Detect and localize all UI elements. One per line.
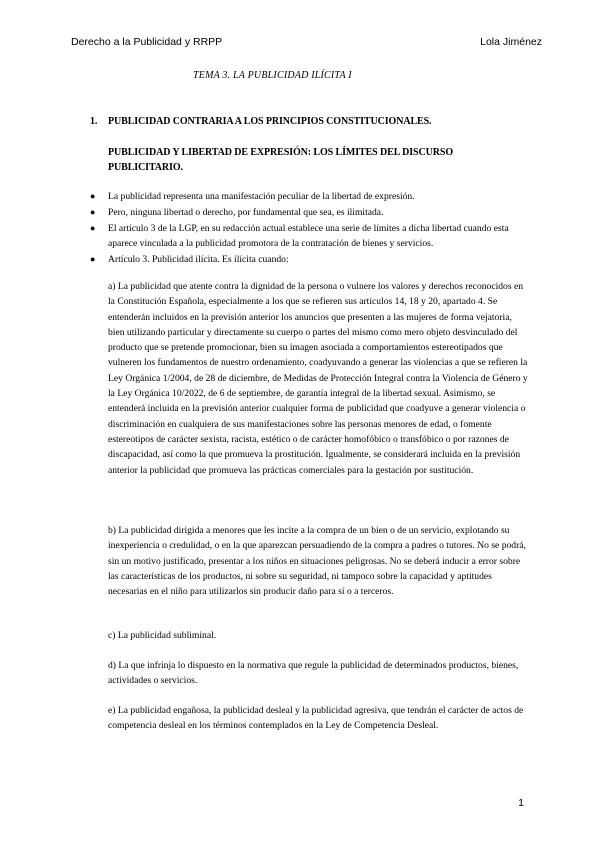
section-heading-text: PUBLICIDAD CONTRARIA A LOS PRINCIPIOS CONSTITUCIONALES. <box>108 116 432 127</box>
bullet-item <box>90 252 522 267</box>
article-paragraph-c-text: c) La publicidad subliminal. <box>108 630 217 641</box>
section-number: 1. <box>90 116 98 127</box>
bullet-item <box>90 205 522 220</box>
bullet-text: El artículo 3 de la LGP, en su redacción actual establece una serie de límites a dicha libertad cuando esta aparece vinculada a la publicidad promotora de la contratación de bienes y servicios. <box>108 223 509 249</box>
article-paragraph-d-text: d) La que infrinja lo dispuesto en la normativa que regule la publicidad de determinados productos, bienes, actividades o servicios. <box>108 660 519 687</box>
bullet-text: La publicidad representa una manifestación peculiar de la libertad de expresión. <box>108 191 415 202</box>
bullet-dot-icon: ● <box>90 223 96 233</box>
bullet-dot-icon: ● <box>90 254 96 264</box>
page-number: 1 <box>518 797 524 809</box>
header-author: Lola Jiménez <box>480 36 542 48</box>
article-paragraph-a <box>108 279 528 478</box>
section-heading <box>90 116 431 127</box>
bullet-text: Artículo 3. Publicidad ilícita. Es ilícita cuando: <box>108 254 289 265</box>
section-subheading: PUBLICIDAD Y LIBERTAD DE EXPRESIÓN: LOS LÍMITES DEL DISCURSO PUBLICITARIO. <box>108 147 454 173</box>
bullet-item <box>90 221 522 251</box>
article-paragraph-d <box>108 658 528 689</box>
bullet-item <box>90 189 522 204</box>
article-paragraph-e-text: e) La publicidad engañosa, la publicidad desleal y la publicidad agresiva, que tendrán el carácter de actos de competencia desleal en los términos contemplados en la Ley de Competencia Desleal. <box>108 705 524 732</box>
bullet-text: Pero, ninguna libertad o derecho, por fundamental que sea, es ilimitada. <box>108 207 384 218</box>
header-left-text: Derecho a la Publicidad y RRPP <box>71 36 223 48</box>
article-paragraph-b-text: b) La publicidad dirigida a menores que les incite a la compra de un bien o de un servicio, explotando su inexperiencia o credulidad, o en la que aparezcan persuadiendo de la compra a padres o tutores. No se podrá, sin un motivo justificado, presentar a los niños en situaciones peligrosas. No se deberá inducir a error sobre las características de los productos, ni sobre su seguridad, ni tampoco sobre la capacidad y aptitudes necesarias en el niño para utilizarlos sin producir daño para sí o a terceros. <box>108 525 526 598</box>
article-paragraph-b <box>108 523 528 599</box>
article-paragraph-c <box>108 628 528 643</box>
bullet-list <box>90 189 522 268</box>
article-paragraph-a-text: a) La publicidad que atente contra la dignidad de la persona o vulnere los valores y derechos reconocidos en la Constitución Española, especialmente a los que se refieren sus artículos 14, 18 y 20, apartado 4. Se entenderán incluidos en la previsión anterior los anuncios que presenten a las mujeres de forma vejatoria, bien utilizando particular y directamente su cuerpo o partes del mismo como mero objeto desvinculado del producto que se pretende promocionar, bien su imagen asociada a comportamientos estereotipados que vulneren los fundamentos de nuestro ordenamiento, coadyuvando a generar las violencias a que se refieren la Ley Orgánica 1/2004, de 28 de diciembre, de Medidas de Protección Integral contra la Violencia de Género y la Ley Orgánica 10/2022, de 6 de septiembre, de garantía integral de la libertad sexual. Asimismo, se entenderá incluida en la previsión anterior cualquier forma de publicidad que coadyuve a generar violencia o discriminación en cualquiera de sus manifestaciones sobre las personas menores de edad, o fomente estereotipos de carácter sexista, racista, estético o de carácter homofóbico o transfóbico o por razones de discapacidad, así como la que promueva la prostitución. Igualmente, se considerará incluida en la previsión anterior la publicidad que promueva las prácticas comerciales para la gestación por sustitución. <box>108 281 528 476</box>
article-paragraph-e <box>108 703 528 734</box>
bullet-dot-icon: ● <box>90 191 96 201</box>
document-title: TEMA 3. LA PUBLICIDAD ILÍCITA I <box>193 70 352 81</box>
bullet-dot-icon: ● <box>90 207 96 217</box>
